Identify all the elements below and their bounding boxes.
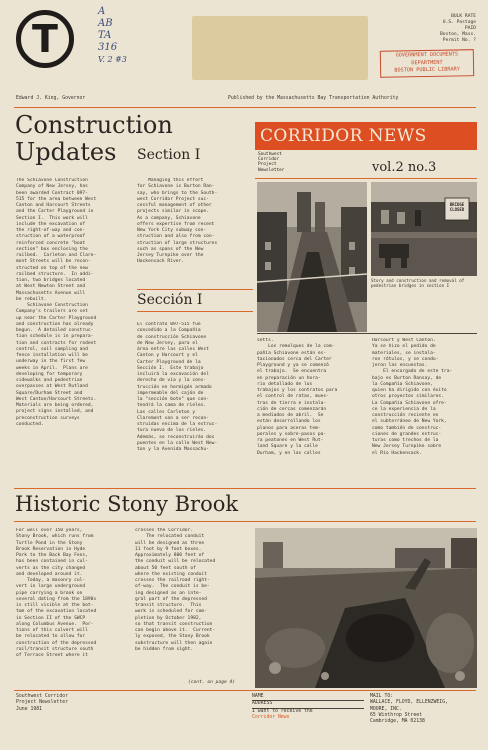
newsletter-subtitle	[258, 152, 284, 173]
publisher-credit: Published by the Massachusetts Bay Transportation Authority	[228, 96, 399, 101]
section-divider	[137, 311, 253, 312]
subtitle-line: Southwest	[258, 152, 282, 157]
subtitle-line: Project	[258, 162, 277, 168]
stony-brook-heading: Historic Stony Brook	[15, 492, 239, 516]
photo-stony-brook-culvert-image	[255, 528, 477, 688]
photo-stony-brook-culvert	[255, 528, 477, 688]
photo-bridge-closed-image	[371, 182, 477, 276]
column-4-spanish: Harcourt y West Canton. Ya se hizo el pedido de materiales, se instala- ron rótulos, y se condu- jeron las encuestas. El encargado de este tra- bajo es Burton Ransay, de la Compañía Schiavone, quien ha dirigido con éxito otros proyectos similares. La Compañía Schiavone ofre- ce la experiencia de la construcción reciente en el subterráneo de New York, como también de construc- ciones de grandes estruc- turas como trechos de la New Jersey Turnpike sobre el Río Hackensack.	[372, 338, 453, 456]
stamp-line: DEPARTMENT	[411, 59, 443, 66]
newsletter-title: CORRIDOR NEWS	[260, 126, 427, 146]
mailing-address	[370, 694, 478, 725]
library-stamp	[380, 49, 474, 77]
photo-excavation-street	[257, 182, 367, 332]
form-receive-text: I want to receive the	[252, 708, 313, 714]
label-patch	[192, 16, 368, 80]
corridor-news-banner	[255, 122, 477, 150]
mail-to-label: MAIL TO:	[370, 694, 394, 699]
form-name-label: NAME	[252, 694, 264, 699]
postal-line: PAID	[464, 26, 476, 31]
continued-note: (cont. on page 4)	[188, 680, 236, 685]
form-address-row[interactable]	[252, 701, 364, 708]
postal-line: Permit No. ?	[442, 38, 476, 43]
handwritten-line: 316	[98, 42, 118, 53]
photo-bridge-closed	[371, 182, 477, 276]
headline-line1: Construction	[15, 111, 173, 139]
mail-line: WALLACE, FLOYD, ELLENZWEIG,	[370, 700, 448, 706]
issue-line: Project Newsletter	[16, 700, 68, 706]
mail-line: Cambridge, MA 02138	[370, 719, 425, 725]
subtitle-line: Corridor	[258, 157, 280, 163]
handwritten-line: TA	[98, 30, 112, 41]
handwritten-line: A	[98, 6, 106, 17]
photo-rule	[257, 333, 477, 334]
stamp-line: GOVERNMENT DOCUMENTS	[395, 51, 459, 59]
form-paper-name: Corridor News	[252, 714, 290, 720]
mail-line: 65 Winthrop Street	[370, 712, 422, 718]
postal-line: U.S. Postage	[442, 20, 476, 25]
mbta-logo-letter: T	[32, 17, 58, 61]
handwritten-line: AB	[98, 18, 113, 29]
stony-brook-rule	[14, 521, 476, 522]
issue-info	[16, 694, 68, 713]
issue-line: June 1981	[16, 706, 42, 712]
mbta-logo	[16, 10, 74, 68]
column-3-spanish: setts. Los remolques de la com- pañía Schiavone están es- tacionados cerca del Carter Playground y ya se comenzó el trabajo. Se encuentra en preparación un hora- rio detallado de los trabajos y los contratos para el control de ratas, mues- tras de tierra e instala- ción de cercas comenzarán a mediados de abril. Se están desarrollando los planos para aceras tem- porales y sobre-pasos pa- ra peatones en West Rut- land Square y la calle Durham, y en las calles	[257, 338, 338, 456]
handwritten-callnumber	[98, 6, 158, 66]
issue-line: Southwest Corridor	[16, 694, 68, 699]
history-column-1: For well over 150 years, Stony Brook, which runs from Turtle Pond in the Stony Brook Reservation in Hyde Park to the Back Bay Fens, has been contained in cul- verts as the city changed and developed around it. Today, a masonry cul- vert in large underground pipe carrying a brook on several dating from the 1890s is still visible at the bot- tom of the excavation located in Section II of the SWCP along Columbus Avenue. Por- tions of this culvert will be relocated to allow for construction of the depressed rail/transit structure south of Terrace Street where it	[16, 528, 97, 658]
stony-brook-rule	[14, 488, 476, 489]
history-column-2: crosses the Corridor. The relocated conduit will be designed as three 11 foot by 9 foot boxes. Approximately 800 feet of the conduit will be relocated about 50 feet south of where the existing conduit crosses the railroad right- of-way. The conduit is be- ing designed as an inte- gral part of the depressed transit structure. This work is scheduled for com- pletion by October 1982, so that transit construction can begin above it. Current- ly exposed, the Stony Brook substructure will then again be hidden from sight.	[135, 528, 216, 652]
postal-line: Boston, Mass.	[440, 32, 476, 37]
stamp-line: BOSTON PUBLIC LIBRARY	[394, 66, 460, 74]
headline-line2: Updates	[15, 138, 117, 166]
footer-rule	[14, 690, 476, 691]
handwritten-line: V. 2 #3	[98, 55, 127, 64]
column-1-english: The Schiavone Construction Company of New Jersey, has been awarded Contract 097- 515 for the area between West Canton and Harcourt Streets and the Carter Playground in Section I. This work will include the excavation of the right-of-way and con- struction of a waterproof reinforced concrete "boat section" box enclosing the railbed. Carleton and Clare- mont Streets will be recon- structed on top of the new railbed structure. In addi- tion, two bridges located at West Newton Street and Massachusetts Avenue will be rebuilt. Schiavone Construction Company's trailers are set up near the Carter Playground and construction has already begun. A detailed construc- tion schedule is in prepara- tion and contracts for rodent control, soil sampling and fence installation will be underway in the first few weeks in April. Plans are developing for temporary sidewalks and pedestrian overpasses at West Rutland Square/Durham Street and West Canton/Harcourt Streets. Materials are being ordered, project signs installed, and preconstruction surveys conducted.	[16, 178, 97, 427]
governor-credit: Edward J. King, Governor	[16, 96, 86, 101]
header-rule	[14, 107, 476, 108]
section-heading-es: Sección I	[137, 292, 203, 308]
form-address-label: ADDRESS	[252, 701, 273, 707]
photo-caption: Story and construction and removal of pedestrian bridges in section I	[371, 278, 465, 289]
photo-excavation-street-image	[257, 182, 367, 332]
volume-number: vol.2 no.3	[372, 160, 437, 175]
column-2-spanish: El contrato 097-515 fue concedido a la Compañía de construcción Schiavone de New Jersey, para el área entre las calles West Canton y Harcourt y el Carter Playground de la Sección I. Este trabajo incluirá la excavación del derecho de vía y la cons- trucción en hormigón armado impermeable del cajón de la "sección bote" que con- tendrá la cama de rieles. Las calles Carleton y Claremont van a ser recon- struidas encima de la estruc- tura nueva de los rieles. Además, se reconstruirán dos puentes en la calle West New- ton y la Avenida Massachu-	[137, 322, 218, 452]
subscription-form	[252, 694, 364, 721]
column-2-english: Managing this effort for Schiavone is Burton Ran- say, who brings to the South- west Corridor Project suc- cessful management of other projects similar in scope. As a company, Schiavone offers expertise from recent New York City subway con- struction and also from con- struction of large structures such as spans of the New Jersey Turnpike over the Hackensack River.	[137, 178, 218, 265]
postal-line: BULK RATE	[451, 14, 476, 19]
mail-line: MOORE, INC.	[370, 706, 402, 712]
subtitle-line: Newsletter	[258, 167, 285, 173]
bridge-closed-sign: BRIDGE CLOSED	[449, 202, 465, 212]
postal-indicia	[408, 14, 476, 44]
section-heading-en: Section I	[137, 147, 201, 163]
masthead-rule	[255, 178, 477, 179]
section-divider	[137, 289, 253, 290]
